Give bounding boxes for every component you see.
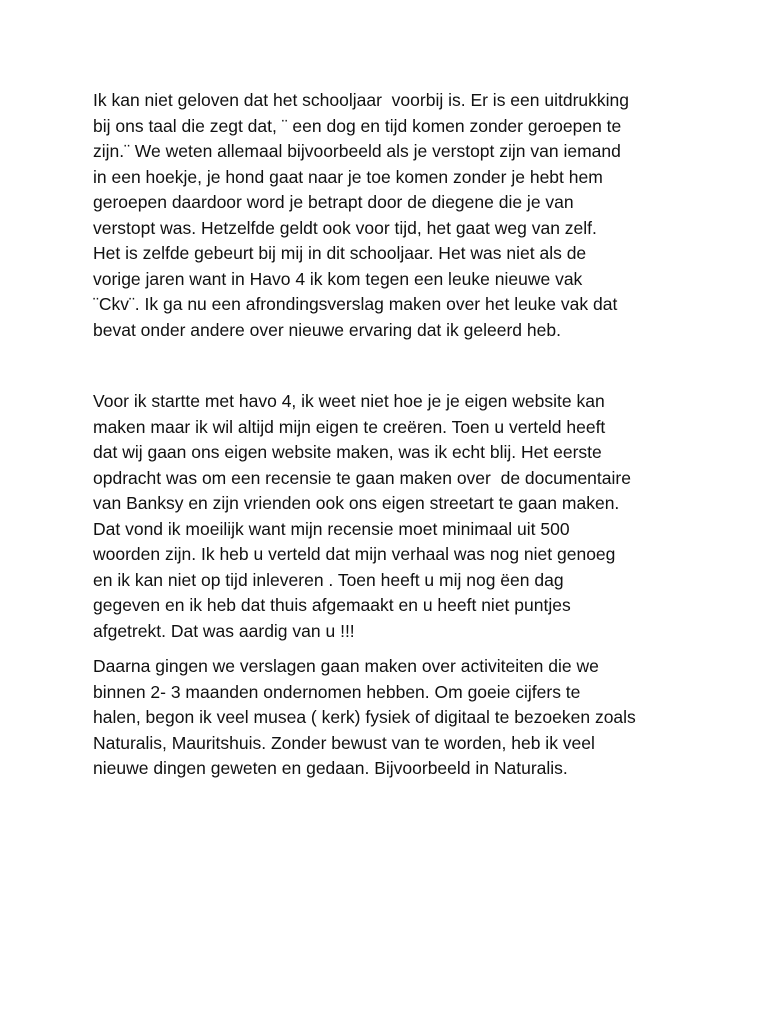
paragraph-line: Ik kan niet geloven dat het schooljaar voorbij is. Er is een uitdrukking <box>93 90 629 110</box>
paragraph-line: maken maar ik wil altijd mijn eigen te creëren. Toen u verteld heeft <box>93 416 606 437</box>
paragraph-line: van Banksy en zijn vrienden ook ons eigen streetart te gaan maken. <box>93 493 620 513</box>
paragraph-line: zijn.¨ We weten allemaal bijvoorbeeld als je verstopt zijn van iemand <box>93 141 621 161</box>
paragraph-line: Naturalis, Mauritshuis. Zonder bewust van te worden, heb ik veel <box>93 732 595 753</box>
paragraph-line: Daarna gingen we verslagen gaan maken over activiteiten die we <box>93 656 599 676</box>
paragraph-line: ¨Ckv¨. Ik ga nu een afrondingsverslag maken over het leuke vak dat <box>93 294 618 314</box>
paragraph-line: Dat vond ik moeilijk want mijn recensie moet minimaal uit 500 <box>93 518 570 539</box>
paragraph-line: verstopt was. Hetzelfde geldt ook voor tijd, het gaat weg van zelf. <box>93 217 597 238</box>
paragraph-line: Het is zelfde gebeurt bij mij in dit schooljaar. Het was niet als de <box>93 243 587 263</box>
paragraph-1 <box>93 88 693 343</box>
paragraph-line: gegeven en ik heb dat thuis afgemaakt en u heeft niet puntjes <box>93 595 571 615</box>
paragraph-line: dat wij gaan ons eigen website maken, was ik echt blij. Het eerste <box>93 442 602 462</box>
paragraph-line: afgetrekt. Dat was aardig van u !!! <box>93 620 355 641</box>
paragraph-line: bij ons taal die zegt dat, ¨ een dog en tijd komen zonder geroepen te <box>93 115 622 136</box>
paragraph-line: nieuwe dingen geweten en gedaan. Bijvoorbeeld in Naturalis. <box>93 758 568 778</box>
paragraph-line: geroepen daardoor word je betrapt door de diegene die je van <box>93 192 574 212</box>
paragraph-line: binnen 2- 3 maanden ondernomen hebben. Om goeie cijfers te <box>93 681 581 702</box>
paragraph-line: opdracht was om een recensie te gaan maken over de documentaire <box>93 467 631 488</box>
paragraph-line: en ik kan niet op tijd inleveren . Toen heeft u mij nog ëen dag <box>93 569 564 590</box>
paragraph-line: bevat onder andere over nieuwe ervaring dat ik geleerd heb. <box>93 319 561 340</box>
paragraph-line: in een hoekje, je hond gaat naar je toe komen zonder je hebt hem <box>93 166 603 187</box>
paragraph-line: halen, begon ik veel musea ( kerk) fysiek of digitaal te bezoeken zoals <box>93 707 636 727</box>
paragraph-2 <box>93 389 693 644</box>
paragraph-3 <box>93 654 693 782</box>
paragraph-line: vorige jaren want in Havo 4 ik kom tegen een leuke nieuwe vak <box>93 268 583 289</box>
paragraph-line: woorden zijn. Ik heb u verteld dat mijn verhaal was nog niet genoeg <box>93 544 616 564</box>
paragraph-line: Voor ik startte met havo 4, ik weet niet hoe je je eigen website kan <box>93 391 605 411</box>
